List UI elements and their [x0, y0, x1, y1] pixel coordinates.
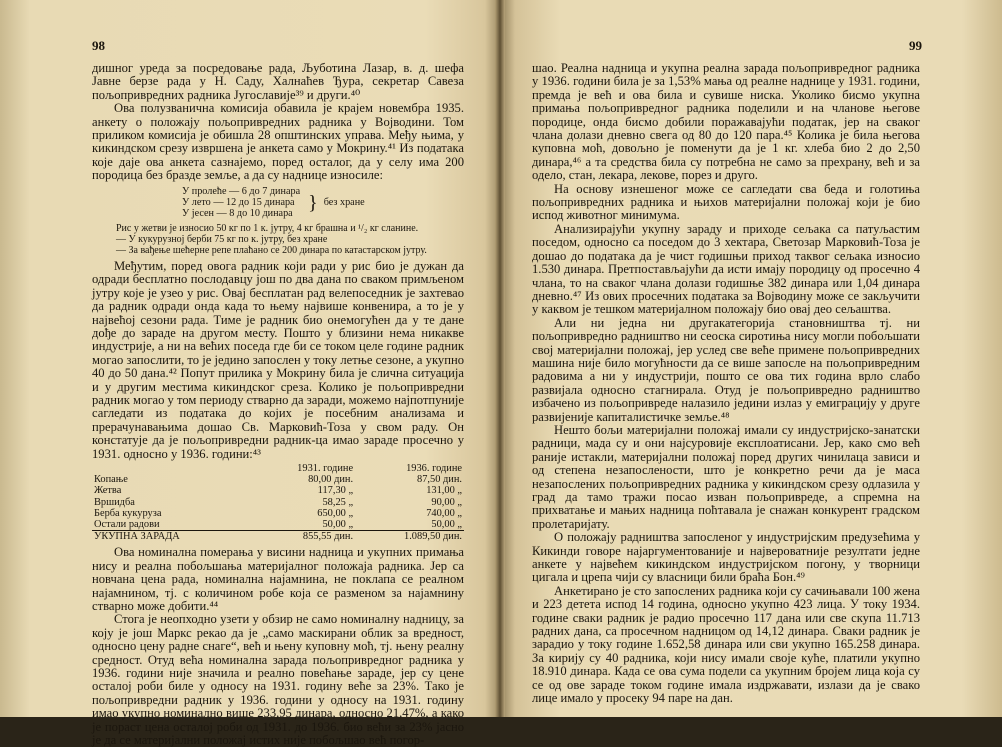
- table-total-row: УКУПНА ЗАРАДА 855,55 дин. 1.089,50 дин.: [94, 531, 462, 543]
- page-number-left: 98: [92, 38, 105, 53]
- paragraph: Међутим, поред овога радник који ради у рис био је дужан да одради бесплатно послодавцу још по два дана по сваком примљеном јутру које је узео у рис. Овај бесплатан рад велепоседник је захтевао да радник одради онда када то њему највише конвенира, а то је у највећој сезони рада. Тиме је радник био онемогућен да у те дане дође до зараде на другом месту. Пошто у близини нема никакве индустрије, а ни на већих поседа где би се током целе године радник могао запослити, то је једино запослен у току летње сезоне, а укупно 40 до 50 дана.⁴² Попут прилика у Мокрину била је слична ситуација и у другим местима кикиндског среза. Колико је пољопривредни радник могао у том периоду стварно да заради, можемо најпотпуније сагледати из података до којих је посебним анализама и прерачунавањима дошао Св. Марковић-Тоза у свом раду. Он констатује да је пољопривредни радник-ца имао зараде просечно у 1931. односно у 1936. години:⁴³: [92, 258, 464, 461]
- paragraph: Ова номинална померања у висини надница и укупних примања нису и реална побољшања материјалног положаја радника. Јер са новчана цена рада, номинална најамнина, не поклапа се реалном најамнином, тј. с количином робе која се разменом за најамнину стварно може добити.⁴⁴: [92, 545, 464, 614]
- paragraph: Анализирајући укупну зараду и приходе сељака са патуљастим поседом, односно са поседом до 3 хектара, Светозар Марковић-Тоза је дошао до података да је чист годишњи приход таквог сељака износио 1.530 динара. Претпостављајући да исти имају породицу од просечно 4 члана, то на сваког члана долази годишње 382 динара или 1,04 динара дневно.⁴⁷ Из ових просечних података за Војводину може се закључити у каквом је тешком материјалном положају био овај део сељаштва.: [532, 221, 920, 317]
- wages-note: без хране: [323, 197, 365, 209]
- table-row: Жетва 117,30 „ 131,00 „: [94, 485, 462, 497]
- paragraph: О положају радништва запосленог у индустријским предузећима у Кикинди говоре најаргументованије и највероватније резултати једне анкете у највећем кикиндском индустријском погону, у творници цигала и црепа чији су власници били браћа Бон.⁴⁹: [532, 530, 920, 585]
- paragraph: Нешто бољи материјални положај имали су индустријско-занатски радници, мада су и они најсуровије експлоатисани. Јер, како смо већ раније истакли, материјални положај поред других чинилаца зависи и од степена незапослености, што је конкретно речи да је маса незапослених пољопривредних радника у кикиндском срезу одлазила у град да тамо тражи посао изван пољопривреде, а спремна на прихватање и мањих надница поћтавала је снажан конкурент градском пролетаријату.: [532, 422, 920, 531]
- table-row: Вршидба 58,25 „ 90,00 „: [94, 496, 462, 508]
- left-page: [0, 0, 500, 747]
- paragraph: Али ни једна ни другакатегорија становништва тј. ни пољопривредно радништво ни сеоска сиротиња нису могли побољшати свој материјални положај, јер услед све веће примене пољопривредних машина није било могућности да се више запосле на пољопривредним радовима а ни у индустрији, пошто се ова тих година врло слабо развијала односно стагнирала. Отуд је пољопривредно радништво избачено из пољопривреде налазило једини излаз у емиграцију у друге развијеније капиталистичке земље.⁴⁸: [532, 315, 920, 424]
- footnote-line: Рис у жетви је износио 50 кг по 1 к. јутру, 4 кг брашна и ¹/₂ кг сланине.: [116, 222, 419, 234]
- table-row: Остали радови 50,00 „ 50,00 „: [94, 518, 462, 530]
- paragraph: Ова полузванична комисија обавила је крајем новембра 1935. анкету о положају пољопривредних радника у Војводини. Том приликом комисија је обишла 28 општинских управа. Међу њима, у кикиндском срезу извршена је анкета само у Мокрину.⁴¹ Из података које даје ова анкета сазнајемо, поред осталог, да у селу има 200 породица без бразде земље, а да су наднице износиле:: [92, 101, 464, 183]
- wage-row: У пролеће — 6 до 7 динара: [182, 185, 301, 197]
- page-number-right: 99: [909, 38, 922, 53]
- paragraph: Анкетирано је сто запослених радника који су сачињавали 100 жена и 223 детета испод 14 година, односно укупно 423 лица. У току 1934. године сваки радник је радио просечно 117 дана или све скупа 11.713 радних дана, са просечном надницом од 14,12 динара. Сваки радник је зарадио у току године 1.652,58 динара или сви укупно 165.258 динара. За кирију су 40 радника, који нису имали своје куће, платили укупно 18.910 динара. Када се ова сума подели са укупним бројем лица која су се од ове зараде током године имала издржавати, излази да је свако лице имало у просеку 94 паре на дан.: [532, 583, 920, 706]
- paragraph: шао. Реална надница и укупна реална зарада пољопривредног радника у 1936. години била је за 1,53% мања од реалне наднице у 1931. години, премда је већ и ова била и сувише ниска. Уколико бисмо укупна примања пољопривредног радника поделили и на чланове његове породице, онда бисмо добили поражавајући податак, јер на сваког члана долази дневно свега од 80 до 120 пара.⁴⁵ Колика је била његова куповна моћ, довољно је поменути да је 1 кг. хлеба био 2 до 2,50 динара,⁴⁶ а та средства била су потребна не само за прехрану, већ и за одело, стан, лекара, лекове, порез и друго.: [532, 61, 920, 183]
- table-row: Копање 80,00 дин. 87,50 дин.: [94, 474, 462, 486]
- wage-row: У јесен — 8 до 10 динара: [182, 208, 293, 220]
- paragraph: На основу изнешеног може се сагледати сва беда и голотиња пољопривредних радника и њихов материјални положај који је био испод животног минимума.: [532, 181, 920, 223]
- wages-list: У пролеће — 6 до 7 динара У лето — 12 до 15 динара У јесен — 8 до 10 динара } без хране: [182, 185, 365, 220]
- book-gutter: [495, 0, 505, 717]
- right-page-text: [532, 62, 920, 706]
- earnings-table: [92, 463, 464, 542]
- wage-row: У лето — 12 до 15 динара: [182, 197, 295, 209]
- table-header: 1931. године: [297, 462, 354, 474]
- footnote-line: — У кукурузној берби 75 кг по к. јутру, без хране: [116, 233, 328, 245]
- left-page-text: [92, 62, 464, 747]
- table-row: Берба кукуруза 650,00 „ 740,00 „: [94, 507, 462, 519]
- table-header: 1936. године: [406, 462, 462, 474]
- right-page: [500, 0, 1002, 717]
- paragraph: Стога је неопходно узети у обзир не само номиналну надницу, за коју је још Маркс рекао да је „само маскирани облик за вредност, односно цену радне снаге“, већ и њену куповну моћ, тј. њену реалну средност. Отуд већа номинална зарада пољопривредног радника у 1936. години није значила и реално повећање зараде, јер су цене осталој роби биле у односу на 1931. годину веће за 23%. Тако је пољопривредни радник у 1936. години у односу на 1931. годину имао укупно номинално више 233,95 динара, односно 21,47%, а како је пораст цена осталој роби од 1931. до 1936. био већи за 23% јасно је да се материјални положај истих није побољшао већ погор-: [92, 612, 464, 747]
- footnote-line: — За вађење шећерне репе плаћано се 200 динара по катастарском јутру.: [116, 244, 427, 256]
- paragraph: дишног уреда за посредовање рада, Љуботина Лазар, в. д. шефа Јавне берзе рада у Н. Саду, Халнаћев Ђура, секретар Савеза пољопривредних радника Југославије³⁹ и други.⁴⁰: [92, 61, 464, 102]
